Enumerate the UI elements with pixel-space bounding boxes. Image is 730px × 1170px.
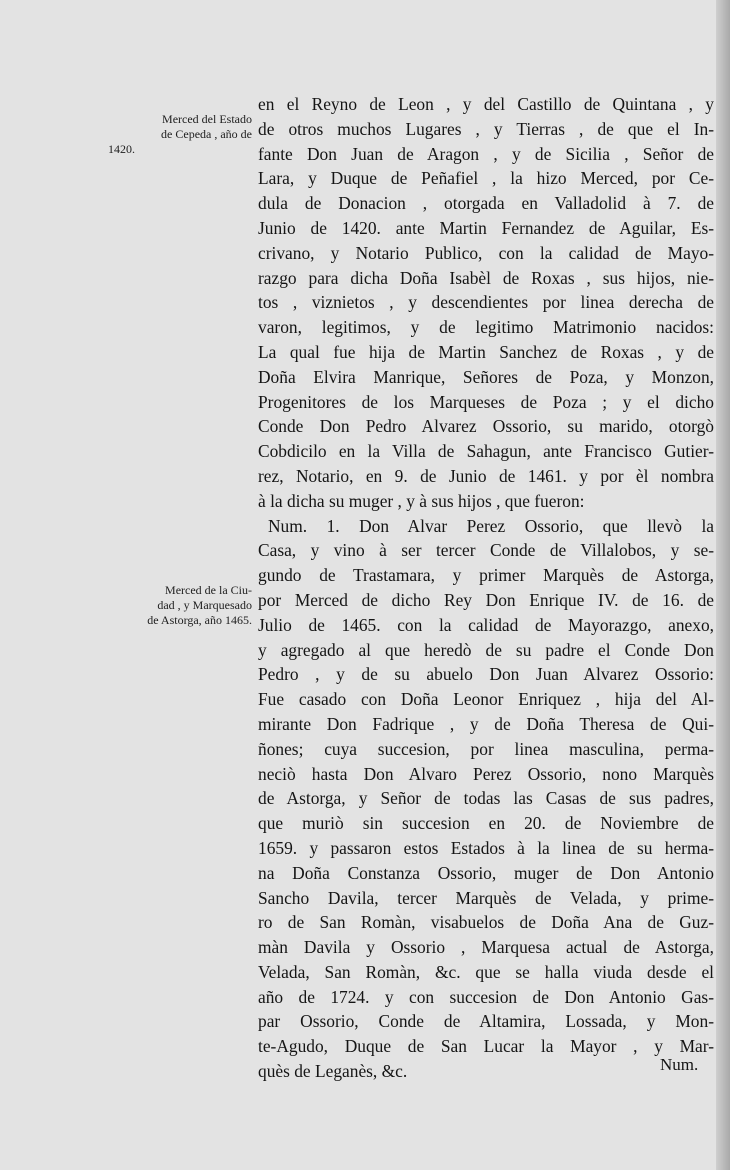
text-line: año de 1724. y con succesion de Don Antonio Gas- (258, 986, 714, 1007)
margin-note-line: dad , y Marquesado (157, 598, 252, 612)
text-line: Junio de 1420. ante Martin Fernandez de Aguilar, Es- (258, 217, 714, 238)
text-line: 1659. y passaron estos Estados à la linea de su herma- (258, 837, 714, 858)
text-line: en el Reyno de Leon , y del Castillo de Quintana , y (258, 94, 714, 114)
text-line: Doña Elvira Manrique, Señores de Poza, y Monzon, (258, 366, 714, 387)
text-line: varon, legitimos, y de legitimo Matrimonio nacidos: (258, 317, 714, 338)
text-line: por Merced de dicho Rey Don Enrique IV. de 16. de (258, 589, 714, 610)
text-line: gundo de Trastamara, y primer Marquès de Astorga, (258, 565, 714, 586)
text-line: de Astorga, y Señor de todas las Casas de sus padres, (258, 788, 714, 809)
text-line: par Ossorio, Conde de Altamira, Lossada, y Mon- (258, 1011, 714, 1032)
text-line: que muriò sin succesion en 20. de Noviembre de (258, 813, 714, 834)
text-line: de otros muchos Lugares , y Tierras , de que el In- (258, 118, 714, 139)
text-line: ñones; cuya succesion, por linea masculina, perma- (258, 738, 714, 759)
text-line: Velada, San Romàn, &c. que se halla viuda desde el (258, 961, 714, 982)
margin-note-line: Merced de la Ciu- (165, 583, 252, 597)
text-line: quès de Leganès, &c. (258, 1061, 408, 1082)
text-line: tos , viznietos , y descendientes por linea derecha de (258, 292, 714, 313)
text-line: te-Agudo, Duque de San Lucar la Mayor , y Mar- (258, 1036, 714, 1057)
text-line: à la dicha su muger , y à sus hijos , que fueron: (258, 490, 585, 511)
text-line: Conde Don Pedro Alvarez Ossorio, su marido, otorgò (258, 416, 714, 437)
text-line: na Doña Constanza Ossorio, muger de Don Antonio (258, 862, 714, 883)
catchword: Num. (660, 1055, 699, 1074)
body-text (258, 92, 714, 1084)
text-line: Lara, y Duque de Peñafiel , la hizo Merced, por Ce- (258, 168, 714, 189)
text-line: mirante Don Fadrique , y de Doña Theresa de Qui- (258, 713, 714, 734)
text-line: ro de San Romàn, visabuelos de Doña Ana de Guz- (258, 912, 714, 933)
text-line: Fue casado con Doña Leonor Enriquez , hija del Al- (258, 689, 714, 710)
text-line: Julio de 1465. con la calidad de Mayorazgo, anexo, (258, 614, 714, 635)
text-line: Num. 1. Don Alvar Perez Ossorio, que llevò la (268, 515, 714, 536)
margin-note-cepeda (100, 112, 252, 157)
text-line: Progenitores de los Marqueses de Poza ; y el dicho (258, 391, 714, 412)
text-line: rez, Notario, en 9. de Junio de 1461. y por èl nombra (258, 465, 714, 486)
text-line: razgo para dicha Doña Isabèl de Roxas , sus hijos, nie- (258, 267, 714, 288)
margin-note-line: Merced del Estado (162, 112, 252, 126)
text-line: fante Don Juan de Aragon , y de Sicilia , Señor de (258, 143, 714, 164)
text-line: dula de Donacion , otorgada en Valladolid à 7. de (258, 193, 714, 214)
margin-note-line: 1420. (108, 142, 135, 156)
text-line: Sancho Davila, tercer Marquès de Velada, y prime- (258, 887, 714, 908)
text-line: y agregado al que heredò de su padre el Conde Don (258, 639, 714, 660)
margin-note-line: de Astorga, año 1465. (147, 613, 252, 627)
text-line: Cobdicilo en la Villa de Sahagun, ante Francisco Gutier- (258, 441, 714, 462)
text-line: La qual fue hija de Martin Sanchez de Roxas , y de (258, 341, 714, 362)
text-line: màn Davila y Ossorio , Marquesa actual de Astorga, (258, 937, 714, 958)
text-line: Pedro , y de su abuelo Don Juan Alvarez Ossorio: (258, 664, 714, 685)
text-line: Casa, y vino à ser tercer Conde de Villalobos, y se- (258, 540, 714, 561)
text-line: neciò hasta Don Alvaro Perez Ossorio, nono Marquès (258, 763, 714, 784)
page-gutter (716, 0, 730, 1170)
margin-note-astorga (100, 583, 252, 628)
text-line: crivano, y Notario Publico, con la calidad de Mayo- (258, 242, 714, 263)
margin-note-line: de Cepeda , año de (161, 127, 252, 141)
